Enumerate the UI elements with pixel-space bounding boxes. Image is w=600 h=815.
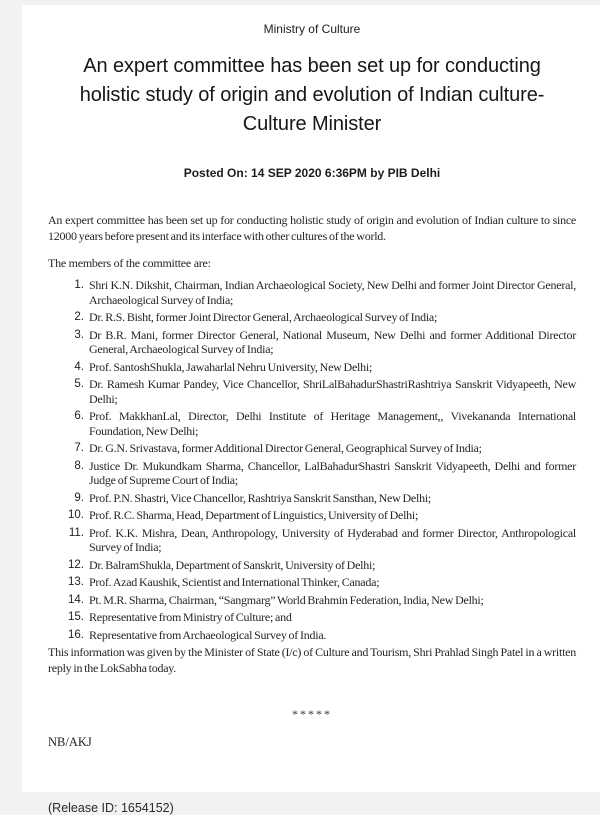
list-item-text: Pt. M.R. Sharma, Chairman, “Sangmarg” World Brahmin Federation, India, New Delhi; — [89, 592, 484, 607]
list-item-text: Dr. R.S. Bisht, former Joint Director General, Archaeological Survey of India; — [89, 310, 438, 324]
list-item — [62, 409, 576, 438]
posted-on-label: Posted On: 14 SEP 2020 6:36PM by PIB Delhi — [183, 166, 441, 180]
press-release-page — [22, 5, 600, 815]
list-item-number: 4. — [74, 360, 84, 373]
list-item — [62, 593, 576, 608]
ministry-label: Ministry of Culture — [263, 22, 361, 36]
list-item-text: Justice Dr. Mukundkam Sharma, Chancellor, LalBahadurShastri Sanskrit Vidyapeeth, Delhi and former Judge of Supreme Court of India; — [89, 458, 576, 487]
list-item — [62, 310, 576, 325]
page-title-line-2: holistic study of origin and evolution of Indian culture- — [79, 84, 545, 106]
list-item — [62, 441, 576, 456]
list-item-text: Representative from Ministry of Culture; and — [89, 610, 292, 624]
list-item — [62, 526, 576, 555]
separator-stars: ***** — [292, 707, 332, 721]
list-item-text: Prof. K.K. Mishra, Dean, Anthropology, University of Hyderabad and former Director, Anthropological Survey of India; — [89, 525, 576, 554]
list-item-text: Dr B.R. Mani, former Director General, National Museum, New Delhi and former Additional Director General, Archaeological Survey of India; — [89, 327, 576, 356]
list-item-number: 15. — [68, 611, 84, 623]
list-item-number: 10. — [68, 509, 84, 521]
list-item — [62, 508, 576, 523]
release-id: (Release ID: 1654152) — [48, 801, 174, 815]
page-title-line-1: An expert committee has been set up for conducting — [83, 55, 541, 77]
list-item-number: 2. — [74, 311, 84, 323]
list-item-number: 11. — [68, 526, 84, 539]
members-list — [48, 278, 576, 642]
list-item — [62, 491, 576, 506]
list-item — [62, 278, 576, 307]
list-item-text: Shri K.N. Dikshit, Chairman, Indian Archaeological Society, New Delhi and former Joint Director General, Archaeological Survey of India; — [89, 278, 576, 307]
list-item — [62, 377, 576, 406]
list-item-text: Dr. G.N. Srivastava, former Additional Director General, Geographical Survey of India; — [89, 441, 482, 455]
list-item-number: 13. — [68, 576, 84, 588]
list-item-number: 8. — [74, 459, 84, 472]
list-item-text: Prof. P.N. Shastri, Vice Chancellor, Rashtriya Sanskrit Sansthan, New Delhi; — [89, 490, 431, 505]
list-item-number: 1. — [74, 279, 84, 291]
list-item-number: 6. — [74, 410, 84, 422]
page-title-line-3: Culture Minister — [242, 113, 382, 135]
closing-paragraph: This information was given by the Minister of State (I/c) of Culture and Tourism, Shri Prahlad Singh Patel in a written reply in the LokSabha today. — [48, 645, 576, 675]
list-item-text: Prof. SantoshShukla, Jawaharlal Nehru University, New Delhi; — [89, 359, 373, 374]
members-heading: The members of the committee are: — [48, 256, 211, 270]
list-item-number: 14. — [68, 593, 84, 606]
intro-paragraph: An expert committee has been set up for conducting holistic study of origin and evolution of Indian culture to since 12000 years before present and its interface with other cultures of the world. — [48, 213, 576, 243]
list-item-number: 5. — [74, 378, 84, 390]
list-item-number: 3. — [74, 328, 84, 341]
list-item-text: Prof. R.C. Sharma, Head, Department of Linguistics, University of Delhi; — [89, 508, 419, 522]
list-item-number: 16. — [68, 628, 84, 641]
list-item-number: 12. — [68, 558, 84, 571]
list-item — [62, 575, 576, 590]
list-item-text: Prof. MakkhanLal, Director, Delhi Institute of Heritage Management,, Vivekananda International Foundation, New Delhi; — [89, 409, 576, 438]
list-item — [62, 459, 576, 488]
list-item — [62, 328, 576, 357]
list-item — [62, 610, 576, 625]
list-item-text: Representative from Archaeological Survey of India. — [89, 627, 327, 642]
author-code: NB/AKJ — [48, 735, 92, 749]
list-item-text: Prof. Azad Kaushik, Scientist and International Thinker, Canada; — [89, 575, 380, 589]
list-item — [62, 558, 576, 573]
list-item — [62, 628, 576, 643]
list-item-text: Dr. Ramesh Kumar Pandey, Vice Chancellor, ShriLalBahadurShastriRashtriya Sanskrit Vidyapeeth, New Delhi; — [89, 377, 576, 406]
page-title — [48, 52, 576, 139]
list-item-text: Dr. BalramShukla, Department of Sanskrit, University of Delhi; — [89, 557, 376, 572]
list-item — [62, 360, 576, 375]
list-item-number: 9. — [74, 491, 84, 504]
list-item-number: 7. — [74, 442, 84, 454]
